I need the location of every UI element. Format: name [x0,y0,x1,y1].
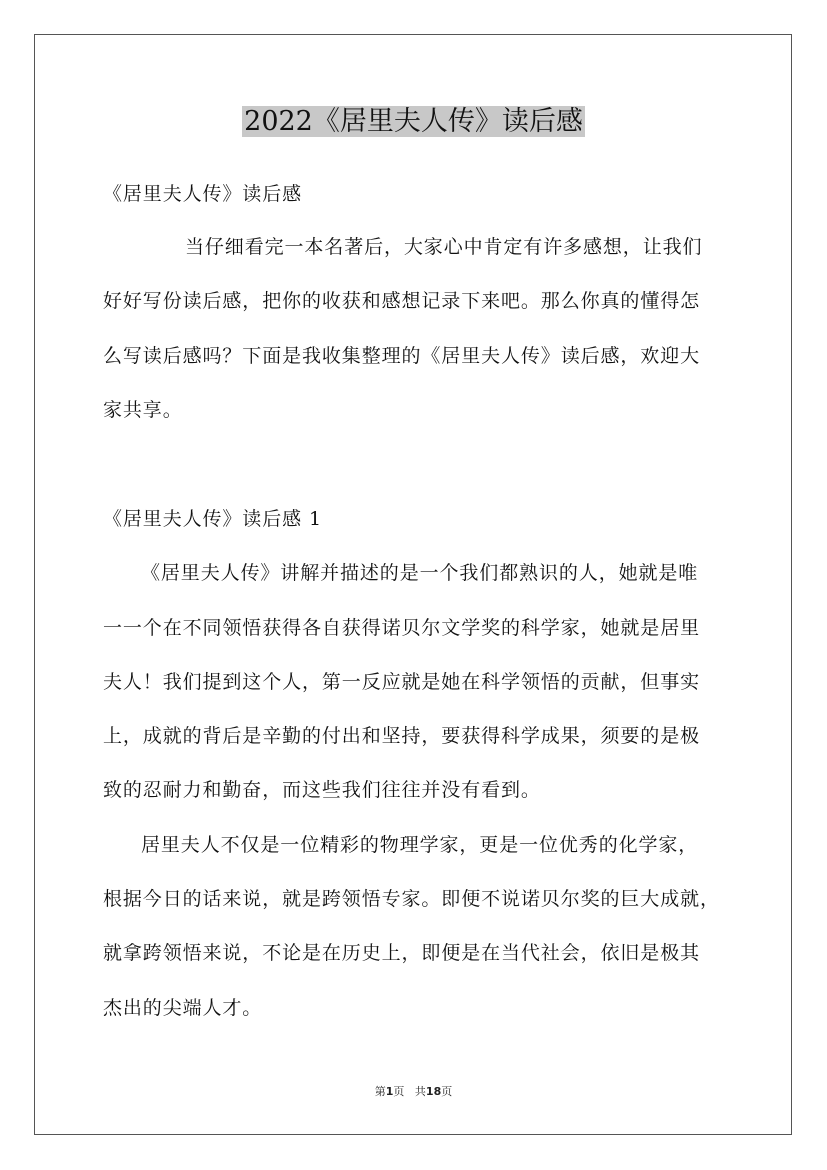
document-title [0,100,827,144]
footer-page-prefix: 第 [374,1085,386,1098]
section1-para2-line-1: 居里夫人不仅是一位精彩的物理学家，更是一位优秀的化学家， [141,834,699,856]
footer-total-suffix: 页 [441,1085,453,1098]
intro-line-4: 家共享。 [103,399,183,421]
section1-para1-line-5: 致的忍耐力和勤奋，而这些我们往往并没有看到。 [103,779,541,801]
section1-para1-line-3: 夫人！我们提到这个人，第一反应就是她在科学领悟的贡献，但事实 [103,671,701,693]
document-title-text: 2022《居里夫人传》读后感 [244,106,583,137]
intro-line-1: 当仔细看完一本名著后，大家心中肯定有许多感想，让我们 [185,236,703,258]
section1-para1-line-2: 一一个在不同领悟获得各自获得诺贝尔文学奖的科学家，她就是居里 [103,617,701,639]
section1-para1-line-4: 上，成就的背后是辛勤的付出和坚持，要获得科学成果，须要的是极 [103,725,701,747]
section1-para2-line-3: 就拿跨领悟来说，不论是在历史上，即便是在当代社会，依旧是极其 [103,942,701,964]
footer-total-pages: 18 [425,1085,442,1098]
intro-line-2: 好好写份读后感，把你的收获和感想记录下来吧。那么你真的懂得怎 [103,290,701,312]
footer-page-suffix: 页 [393,1085,405,1098]
section1-para2-line-4: 杰出的尖端人才。 [103,997,263,1019]
section1-para2-line-2: 根据今日的话来说，就是跨领悟专家。即便不说诺贝尔奖的巨大成就， [103,888,720,910]
subtitle: 《居里夫人传》读后感 [103,183,303,205]
footer-page-number: 1 [385,1085,394,1098]
section1-heading: 《居里夫人传》读后感 1 [103,508,322,530]
footer-total-prefix: 共 [414,1085,426,1098]
intro-line-3: 么写读后感吗？下面是我收集整理的《居里夫人传》读后感，欢迎大 [103,345,701,367]
section1-para1-line-1: 《居里夫人传》讲解并描述的是一个我们都熟识的人，她就是唯 [141,562,699,584]
page-footer [0,1084,827,1100]
